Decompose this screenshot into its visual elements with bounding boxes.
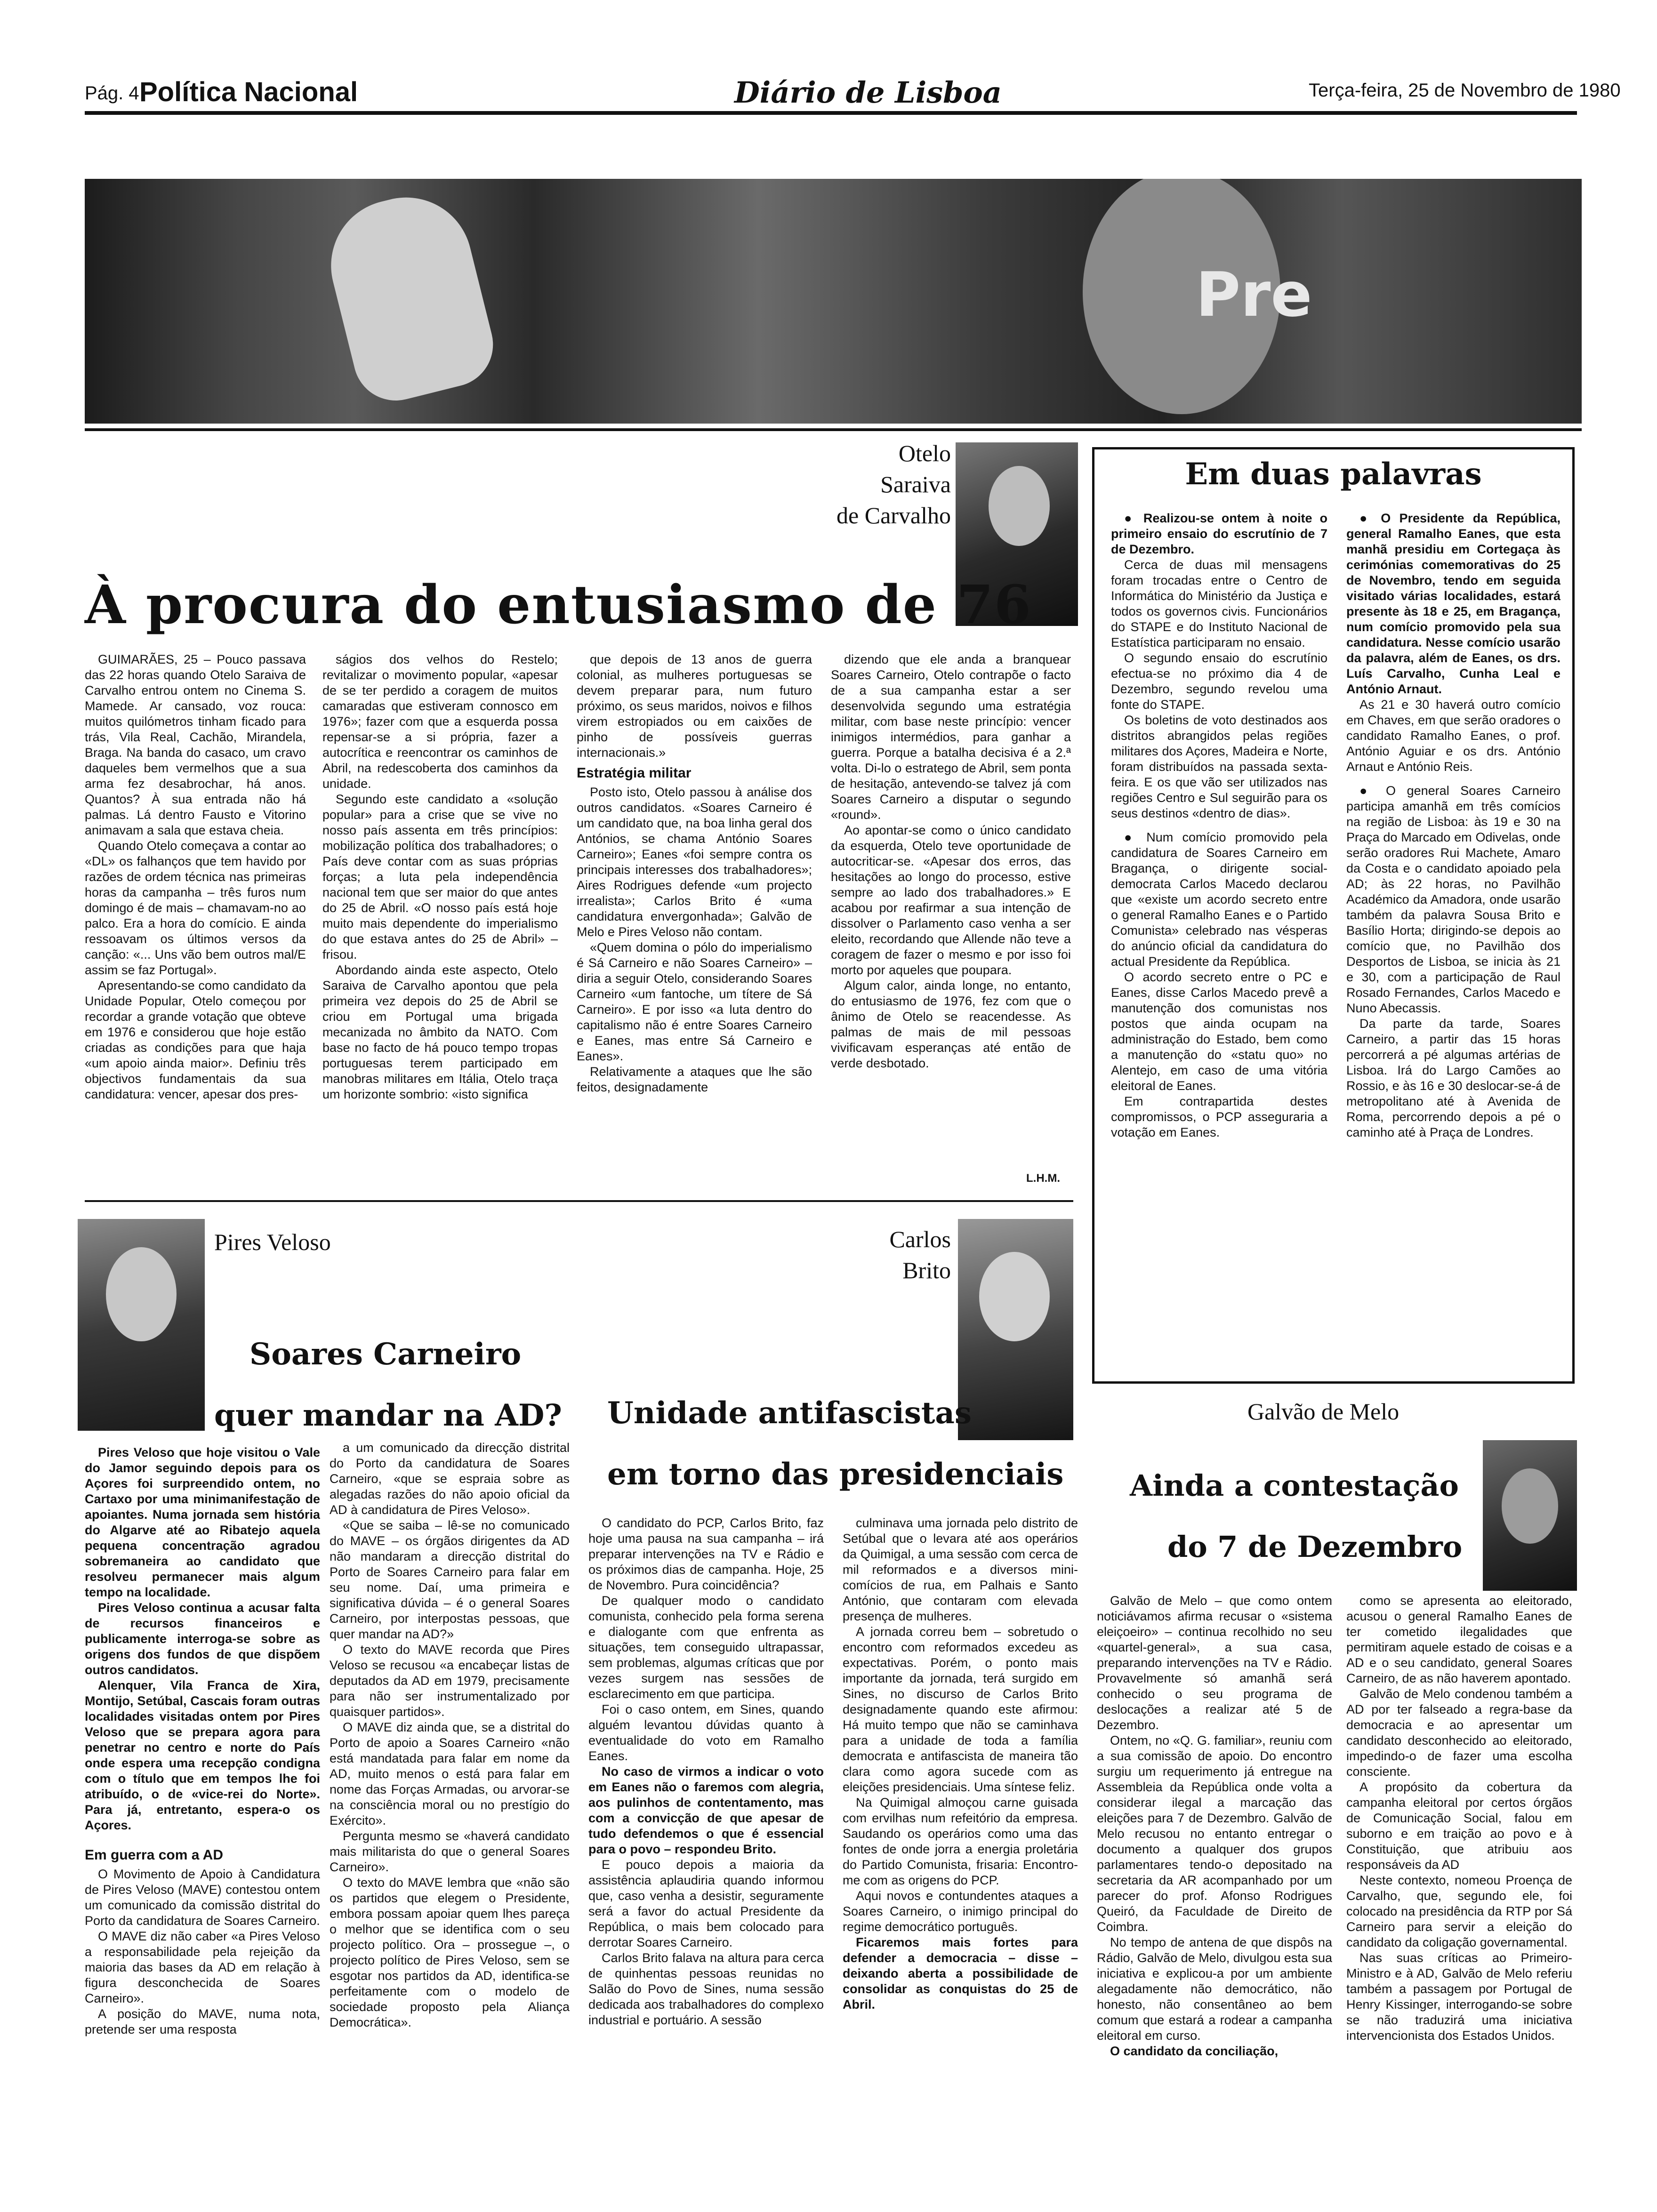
raised-hand-shape	[317, 184, 502, 409]
paragraph: ● Realizou-se ontem à noite o primeiro ensaio do escrutínio de 7 de Dezembro.	[1111, 511, 1327, 556]
galvao-headline-1: Ainda a contestação	[1130, 1468, 1459, 1503]
byline-otelo	[706, 438, 951, 531]
pires-headline-2: quer mandar na AD?	[214, 1398, 562, 1433]
byline-line-1: Otelo	[898, 440, 951, 466]
box-title: Em duas palavras	[1185, 457, 1482, 492]
paragraph: Abordando ainda este aspecto, Otelo Saraiva de Carvalho apontou que pela primeira vez depois do 25 de Abril se criou em Portugal uma brigada mecanizada no âmbito da NATO. Com base no facto de há pouco tempo tropas portuguesas terem participado em manobras militares em Itália, Otelo traça um horizonte sombrio: «isto significa	[322, 963, 558, 1101]
portrait-face-shape	[979, 1252, 1050, 1341]
byline-line-3: de Carvalho	[837, 502, 951, 529]
paragraph: «Que se saiba – lê-se no comunicado do MAVE – os órgãos dirigentes da AD não mandaram a direcção distrital do Porto de Soares Carneiro para falar em seu nome. Daí, uma primeira e significativa dúvida – é o general Soares Carneiro, por interpostas pessoas, que quer mandar na AD?»	[330, 1518, 570, 1641]
paragraph: Nas suas críticas ao Primeiro-Ministro e à AD, Galvão de Melo referiu também a passagem por Portugal de Henry Kissinger, interrogando-se sobre se não traduzirá uma iniciativa intervencionista dos Estados Unidos.	[1346, 1951, 1572, 2043]
paragraph: Pires Veloso continua a acusar falta de recursos financeiros e publicamente interroga-se sobre as origens dos fundos de que dispõem outros candidatos.	[85, 1601, 320, 1677]
brito-headline-1: Unidade antifascistas	[607, 1395, 972, 1431]
paragraph: Alenquer, Vila Franca de Xira, Montijo, Setúbal, Cascais foram outras localidades visitadas ontem por Pires Veloso que se prepara agora para penetrar no centro e norte do País onde espera uma recepção condigna com o título que em tempos lhe foi atribuído, o de «vice-rei do Norte». Para já, entretanto, espera-o os Açores.	[85, 1678, 320, 1832]
paragraph: ságios dos velhos do Restelo; revitalizar o movimento popular, «apesar de se ter perdido a coragem de muitos camaradas que estiveram connosco em 1976»; fazer com que a esquerda possa repensar-se a si própria, fazer a autocrítica e reencontrar os caminhos de Abril, na redescoberta dos caminhos da unidade.	[322, 652, 558, 791]
portrait-face-shape	[106, 1247, 177, 1341]
carlos-brito-portrait	[958, 1219, 1073, 1440]
paragraph: A propósito da cobertura da campanha eleitoral por certos órgãos de Comunicação Social, falou em suborno e em traição ao povo e à Constituição, que atribuiu aos responsáveis da AD	[1346, 1780, 1572, 1872]
paragraph: Algum calor, ainda longe, no entanto, do entusiasmo de 1976, fez com que o ânimo de Otelo se reacendesse. As palmas de mais de mil pessoas vivificavam esperanças até então de verde desbotado.	[831, 978, 1071, 1070]
paragraph: Galvão de Melo condenou também a AD por ter falseado a regra-base da democracia e ao apresentar um candidato desconhecido ao eleitorado, impedindo-o de fazer uma escolha consciente.	[1346, 1687, 1572, 1779]
otelo-col-2	[322, 652, 558, 1170]
paragraph: Na Quimigal almoçou carne guisada com ervilhas num refeitório da empresa. Saudando os operários como uma das fontes de onde jorra a energia proletária do Partido Comunista, frisaria: Encontro-me com as origens do PCP.	[843, 1795, 1078, 1887]
paragraph: A jornada correu bem – sobretudo o encontro com reformados excedeu as expectativas. Porém, o ponto mais importante da jornada, terá surgido em Sines, no discurso de Carlos Brito designadamente quando este afirmou: Há muito tempo que não se caminhava para a unidade de toda a família democrata e antifascista de maneira tão clara como agora sucede com as eleições presidenciais. Uma síntese feliz.	[843, 1625, 1078, 1794]
paragraph: culminava uma jornada pelo distrito de Setúbal que o levara até aos operários da Quimigal, a uma sessão com cerca de mil reformados e a diversos mini-comícios de rua, em Palhais e Santo António, que contaram com elevada presença de mulheres.	[843, 1516, 1078, 1623]
paragraph: No tempo de antena de que dispôs na Rádio, Galvão de Melo, divulgou esta sua iniciativa e explicou-a por um ambiente alegadamente não democrático, não honesto, não consentâneo ao bem comum que estará a rodear a campanha eleitoral em curso.	[1097, 1935, 1332, 2043]
paragraph: Neste contexto, nomeou Proença de Carvalho, que, segundo ele, foi colocado na presidência da RTP por Sá Carneiro para servir a eleição do candidato da coligação governamental.	[1346, 1873, 1572, 1949]
masthead: Diário de Lisboa	[734, 75, 1002, 110]
portrait-face-shape	[1502, 1468, 1558, 1544]
otelo-col-3	[577, 652, 812, 1170]
paragraph: Pergunta mesmo se «haverá candidato mais militarista do que o general Soares Carneiro».	[330, 1829, 570, 1874]
box-col-1	[1111, 511, 1327, 1367]
paragraph: Galvão de Melo – que como ontem noticiávamos afirma recusar o «sistema eleiçoeiro» – continua recolhido no seu «quartel-general», a sua casa, preparando intervenções na TV e Rádio. Provavelmente só amanhã será conhecido o seu programa de deslocações a realizar até 5 de Dezembro.	[1097, 1594, 1332, 1732]
galvao-headline-2: do 7 de Dezembro	[1167, 1530, 1463, 1564]
paragraph: «Quem domina o pólo do imperialismo é Sá Carneiro e não Soares Carneiro» – diria a seguir Otelo, considerando Soares Carneiro «um fantoche, um títere de Sá Carneiro». E por isso «a luta dentro do capitalismo não é entre Soares Carneiro e Eanes, mas entre Sá Carneiro e Eanes».	[577, 940, 812, 1063]
banner-text: Pre	[1196, 259, 1312, 330]
portrait-face-shape	[989, 466, 1050, 546]
paragraph: O texto do MAVE lembra que «não são os partidos que elegem o Presidente, embora possam apoiar quem lhes pareça o melhor que se identifica com o seu projecto político. Ora – prossegue –, o projecto político de Pires Veloso, sem se esgotar nos partidos da AD, identifica-se perfeitamente com o modelo de sociedade proposto pela Aliança Democrática».	[330, 1875, 570, 2029]
paragraph: ● Num comício promovido pela candidatura de Soares Carneiro em Bragança, o dirigente social-democrata Carlos Macedo declarou que «existe um acordo secreto entre o general Ramalho Eanes e o Partido Comunista» celebrado nas vésperas do anúncio oficial da candidatura do actual Presidente da República.	[1111, 830, 1327, 969]
paragraph: O Movimento de Apoio à Candidatura de Pires Veloso (MAVE) contestou ontem um comunicado da comissão distrital do Porto da candidatura de Soares Carneiro.	[85, 1867, 320, 1928]
pires-col-2	[330, 1440, 570, 2207]
paragraph: Relativamente a ataques que lhe são feitos, designadamente	[577, 1065, 812, 1094]
byline-carlos-brito	[772, 1224, 951, 1286]
paragraph: O segundo ensaio do escrutínio efectua-se no próximo dia 4 de Dezembro, segundo revelou uma fonte do STAPE.	[1111, 651, 1327, 712]
brito-col-2	[843, 1515, 1078, 2207]
issue-date: Terça-feira, 25 de Novembro de 1980	[1309, 80, 1621, 101]
header-rule	[85, 111, 1577, 115]
signature: L.H.M.	[1026, 1172, 1060, 1185]
paragraph: a um comunicado da direcção distrital do Porto da candidatura de Soares Carneiro, «que se espraia sobre as alegadas razões do não apoio oficial da AD à candidatura de Pires Veloso».	[330, 1441, 570, 1517]
paragraph: A posição do MAVE, numa nota, pretende ser uma resposta	[85, 2007, 320, 2036]
byline-line-2: Saraiva	[880, 471, 951, 497]
byline-galvao-de-melo: Galvão de Melo	[1247, 1398, 1400, 1425]
paragraph: Carlos Brito falava na altura para cerca de quinhentas pessoas reunidas no Salão do Povo de Sines, numa sessão dedicada aos trabalhadores do complexo industrial e portuário. A sessão	[588, 1951, 824, 2027]
paragraph: Ontem, no «Q. G. familiar», reuniu com a sua comissão de apoio. Do encontro surgiu um requerimento já entregue na Assembleia da República onde volta a considerar ilegal a marcação das eleições para 7 de Dezembro. Galvão de Melo recusou no entanto entregar o documento a qualquer dos grupos parlamentares tendo-o depositado na secretaria da AR acompanhado por um parecer do prof. Afonso Rodrigues Queiró, da Faculdade de Direito de Coimbra.	[1097, 1733, 1332, 1934]
paragraph: O texto do MAVE recorda que Pires Veloso se recusou «a encabeçar listas de deputados da AD em 1979, precisamente para não ser instrumentalizado por quaisquer partidos».	[330, 1643, 570, 1719]
paragraph: ● O general Soares Carneiro participa amanhã em três comícios na região de Lisboa: às 19 e 30 na Praça do Marcado em Odivelas, onde serão oradores Rui Machete, Amaro da Costa e o candidato apoiado pela AD; às 22 horas, no Pavilhão Académico da Amadora, onde usarão também da palavra Sousa Brito e Basílio Horta; dirigindo-se depois ao comício que, no Pavilhão dos Desportos de Lisboa, se inicia às 21 e 30, com a participação de Raul Rosado Fernandes, Carlos Macedo e Nuno Abecassis.	[1346, 784, 1560, 1015]
pires-veloso-portrait	[78, 1219, 205, 1431]
paragraph: Aqui novos e contundentes ataques a Soares Carneiro, o inimigo principal do regime democrático português.	[843, 1889, 1078, 1934]
paragraph: ● O Presidente da República, general Ramalho Eanes, que esta manhã presidiu em Cortegaça às cerimónias comemorativas do 25 de Novembro, tendo em seguida visitado várias localidades, estará presente às 18 e 25, em Bragança, num comício promovido pela sua candidatura. Nesse comício usarão da palavra, além de Eanes, os drs. Luís Carvalho, Cunha Leal e António Arnaut.	[1346, 511, 1560, 696]
paragraph: Segundo este candidato a «solução popular» para a crise que se vive no nosso país assenta em três princípios: mobilização política dos trabalhadores; o País deve contar com as suas próprias forças; a luta pela independência nacional tem que ser maior do que antes do 25 de Abril. «O nosso país está hoje muito mais dependente do imperialismo do que estava antes do 25 de Abril» – frisou.	[322, 792, 558, 962]
paragraph: O MAVE diz ainda que, se a distrital do Porto de apoio a Soares Carneiro «não está mandatada para falar em nome da AD, muito menos o está para falar em nome das Forças Armadas, ou arvorar-se na consciência moral ou no prestígio do Exército».	[330, 1720, 570, 1827]
section-rule	[85, 1200, 1073, 1202]
pires-col-1	[85, 1445, 320, 2207]
paragraph: Quando Otelo começava a contar ao «DL» os falhanços que tem havido por razões de ordem técnica nas primeiras horas da campanha – três furos num domingo é de mais – chamavam-no ao palco. Era a hora do comício. E ainda ressoavam os últimos versos da canção: «... Uns vão bem outros mal/E assim se faz Portugal».	[85, 839, 306, 977]
galvao-col-2	[1346, 1593, 1572, 2207]
paragraph: Ao apontar-se como o único candidato da esquerda, Otelo teve oportunidade de autocriticar-se. «Apesar dos erros, das hesitações ao longo do processo, estive sempre ao lado dos trabalhadores.» E acabou por reafirmar a sua intenção de dissolver o Parlamento caso venha a ser eleito, recordando que Allende não teve a coragem de fazer o mesmo e por isso foi morto por aqueles que poupara.	[831, 823, 1071, 977]
paragraph: E pouco depois a maioria da assistência aplaudiria quando informou que, caso venha a desistir, seguramente será a favor do actual Presidente da República, o mais bem colocado para derrotar Soares Carneiro.	[588, 1858, 824, 1949]
pires-headline-1: Soares Carneiro	[249, 1337, 522, 1372]
paragraph: O candidato da conciliação,	[1110, 2044, 1279, 2058]
paragraph: como se apresenta ao eleitorado, acusou o general Ramalho Eanes de ter cometido ilegalidades que permitiram aquele estado de coisas e a AD e o seu candidato, general Soares Carneiro, de as não haverem apontado.	[1346, 1594, 1572, 1685]
paragraph: Apresentando-se como candidato da Unidade Popular, Otelo começou por recordar a grande votação que obteve em 1976 e considerou que hoje estão criadas as condições para que haja «um apoio ainda maior». Definiu três objectivos fundamentais da sua candidatura: vencer, apesar dos pres-	[85, 978, 306, 1101]
paragraph: Cerca de duas mil mensagens foram trocadas entre o Centro de Informática do Ministério da Justiça e todos os governos civis. Funcionários do STAPE e do Instituto Nacional de Estatística participaram no ensaio.	[1111, 558, 1327, 649]
byline-line-1: Carlos	[889, 1226, 951, 1252]
paragraph: Da parte da tarde, Soares Carneiro, a partir das 15 horas percorrerá a pé algumas artérias de Lisboa. Irá do Largo Camões ao Rossio, e às 16 e 30 deslocar-se-á de metropolitano até à Avenida de Roma, percorrendo depois a pé o caminho até à Praça de Londres.	[1346, 1017, 1560, 1139]
paragraph: As 21 e 30 haverá outro comício em Chaves, em que serão oradores o candidato Ramalho Eanes, o prof. António Aguiar e os drs. António Arnaut e António Reis.	[1346, 697, 1560, 774]
otelo-headline: À procura do entusiasmo de 76	[85, 574, 1032, 636]
paragraph: Pires Veloso que hoje visitou o Vale do Jamor seguindo depois para os Açores foi surpreendido ontem, no Cartaxo por uma minimanifestação de apoiantes. Numa jornada sem história do Algarve até ao Ribatejo aquela pequena concentração agradou sobremaneira ao candidato que resolveu permanecer mais algum tempo na localidade.	[85, 1445, 320, 1599]
paragraph: O acordo secreto entre o PC e Eanes, disse Carlos Macedo prevê a manutenção dos comunistas nos postos que ainda ocupam na administração do Estado, bem como a manutenção do «statu quo» no Alentejo, em caso de uma vitória eleitoral de Eanes.	[1111, 970, 1327, 1093]
paragraph: Foi o caso ontem, em Sines, quando alguém levantou dúvidas quanto à eventualidade do voto em Ramalho Eanes.	[588, 1702, 824, 1763]
galvao-portrait	[1483, 1440, 1577, 1591]
paragraph: que depois de 13 anos de guerra colonial, as mulheres portuguesas se devem preparar para, num futuro próximo, os seus maridos, noivos e filhos virem estropiados ou em caixões de pinho de possíveis guerras internacionais.»	[577, 652, 812, 760]
section-title: Política Nacional	[139, 77, 358, 107]
otelo-col-4	[831, 652, 1071, 1160]
paragraph: No caso de virmos a indicar o voto em Eanes não o faremos com alegria, aos pulinhos de contentamento, mas com a convicção de que apesar de tudo defendemos o que é essencial para o povo – respondeu Brito.	[588, 1764, 824, 1856]
paragraph: De qualquer modo o candidato comunista, conhecido pela forma serena e dialogante com que enfrenta as situações, tem conseguido ultrapassar, sem problemas, algumas críticas que por vezes surgem nas sessões de esclarecimento em que participa.	[588, 1594, 824, 1701]
galvao-col-1	[1097, 1593, 1332, 2207]
brito-headline-2: em torno das presidenciais	[607, 1457, 1064, 1492]
byline-pires-veloso: Pires Veloso	[214, 1229, 331, 1255]
brito-col-1	[588, 1515, 824, 2207]
paragraph: Em contrapartida destes compromissos, o PCP asseguraria a votação em Eanes.	[1111, 1094, 1327, 1139]
otelo-col-1	[85, 652, 306, 1170]
byline-line-2: Brito	[902, 1257, 951, 1283]
banner-photo	[85, 179, 1582, 424]
paragraph: dizendo que ele anda a branquear Soares Carneiro, Otelo contrapõe o facto de a sua campanha estar a ser desenvolvida segundo uma estratégia militar, com base neste princípio: vencer inimigos intermédios, para ganhar a guerra. Porque a batalha decisiva é a 2.ª volta. Di-lo o estratego de Abril, sem ponta de hesitação, antevendo-se talvez já com Soares Carneiro a disputar o segundo «round».	[831, 652, 1071, 822]
paragraph: Posto isto, Otelo passou à análise dos outros candidatos. «Soares Carneiro é um candidato que, na boa linha geral dos Antónios, se chama António Soares Carneiro»; Eanes «foi sempre contra os principais interesses dos trabalhadores»; Aires Rodrigues defende «um projecto irrealista»; Carlos Brito é «uma candidatura envergonhada»; Galvão de Melo e Pires Veloso não contam.	[577, 785, 812, 939]
box-col-2	[1346, 511, 1560, 1367]
paragraph: Ficaremos mais fortes para defender a democracia – disse – deixando aberta a possibilidade de consolidar as conquistas do 25 de Abril.	[843, 1935, 1078, 2012]
page-number: Pág. 4	[85, 83, 139, 104]
paragraph: GUIMARÃES, 25 – Pouco passava das 22 horas quando Otelo Saraiva de Carvalho entrou ontem no Cinema S. Mamede. Ar cansado, voz rouca: muitos quilómetros tinham ficado para trás, Vila Real, Cachão, Mirandela, Braga. Na banda do casaco, um cravo daqueles bem vermelhos que a sua arma fez desabrochar, há anos. Quantos? À sua entrada não há palmas. Lá dentro Fausto e Vitorino animavam a sala que estava cheia.	[85, 652, 306, 837]
subheading-em-guerra: Em guerra com a AD	[85, 1847, 223, 1863]
banner-rule	[85, 428, 1582, 431]
subheading-estrategia: Estratégia militar	[577, 765, 692, 781]
paragraph: O candidato do PCP, Carlos Brito, faz hoje uma pausa na sua campanha – irá preparar intervenções na TV e Rádio e os próximos dias de campanha. Hoje, 25 de Novembro. Pura coincidência?	[588, 1516, 824, 1592]
paragraph: Os boletins de voto destinados aos distritos abrangidos pelas regiões militares dos Açores, Madeira e Norte, foram distribuídos na passada sexta-feira. E os que vão ser utilizados nas regiões Centro e Sul seguirão para os seus destinos «dentro de dias».	[1111, 713, 1327, 820]
paragraph: O MAVE diz não caber «a Pires Veloso a responsabilidade pela rejeição da maioria das bases da AD em relação à figura desconchecida de Soares Carneiro».	[85, 1929, 320, 2005]
